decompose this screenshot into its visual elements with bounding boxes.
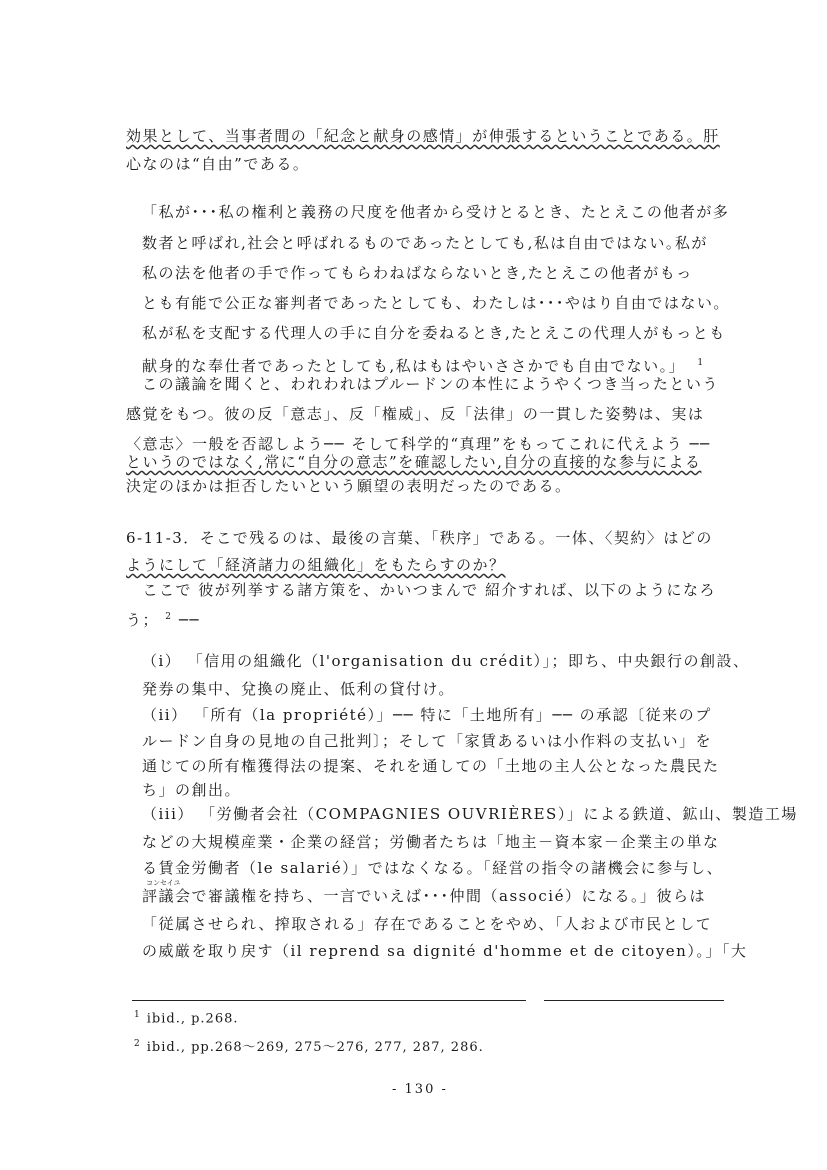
footnote-rule-left [132,1000,526,1001]
p2-line-5: 決定のほかは拒否したいという願望の表明だったのである。 [126,477,572,495]
item-iii-line-6: の威厳を取り戻す（il reprend sa dignité d'homme et de citoyen）。」「大 [142,942,748,960]
footnote-1 [134,1010,239,1026]
page-number: - 130 - [392,1082,448,1097]
ruby-conseil: コンセイユ [146,879,181,887]
p1-line-1-text: 効果として、当事者間の「紀念と献身の感情」が伸張するということである。肝 [126,127,720,145]
footnote-1-num: 1 [134,1010,141,1020]
p1-line-2: 心なのは“自由”である。 [126,155,310,173]
p3-line-1: 6-11-3．そこで残るのは、最後の言葉、「秩序」である。一体、〈契約〉はどの [126,529,713,547]
quote-line-4: とも有能で公正な審判者であったとしても、わたしは･･･やはり自由ではない。 [142,294,730,312]
item-ii-line-3: 通じての所有権獲得法の提案、それを通しての「土地の主人公となった農民た [142,757,720,775]
quote-line-6 [142,353,705,376]
item-iii-line-2: などの大規模産業・企業の経営；労働者たちは「地主－資本家－企業主の単な [142,833,720,851]
item-ii-line-1: （ii） 「所有（la propriété）」── 特に「土地所有」── の承認〔従来のプ [142,706,712,724]
item-iii-line-3: る賃金労働者（le salarié）」ではなくなる。「経営の指令の諸機会に参与し、 [142,859,724,877]
item-i-line-2: 発券の集中、兌換の廃止、低利の貸付け。 [142,680,455,698]
p2-line-3: 〈意志〉一般を否認しよう── そして科学的“真理”をもってこれに代えよう ── [126,435,711,453]
item-iii-line-1: （iii） 「労働者会社（COMPAGNIES OUVRIÈRES）」による鉄道、鉱山、製造工場 [142,805,798,823]
p3-line-4 [126,607,200,630]
quote-line-2: 数者と呼ばれ,社会と呼ばれるものであったとしても,私は自由ではない｡私が [142,234,708,252]
p3-line-2 [126,555,506,575]
quote-line-5: 私が私を支配する代理人の手に自分を委ねるとき,たとえこの代理人がもっとも [142,324,726,342]
p2-line-4-text: というのではなく,常に“自分の意志”を確認したい,自分の直接的な参与による [126,453,702,471]
quote-line-1: 「私が･･･私の権利と義務の尺度を他者から受けとるとき、たとえこの他者が多 [142,203,730,221]
p2-line-1: この議論を聞くと、われわれはプルードンの本性にようやくつき当ったという [142,375,719,393]
item-iii-line-4: 評議会で審議権を持ち、一言でいえば･･･仲間（associé）になる。」彼らは [142,887,706,905]
p3-line-3: ここで 彼が列挙する諸方策を、かいつまんで 紹介すれば、以下のようになろ [126,581,717,599]
item-ii-line-2: ルードン自身の見地の自己批判〕；そして「家賃あるいは小作料の支払い」を [142,732,713,750]
p2-line-2: 感覚をもつ。彼の反「意志」、反「権威」、反「法律」の一貫した姿勢は、実は [126,405,705,423]
item-ii-line-4: ち」の創出。 [142,781,242,799]
p3-line-4-text: う； [126,611,160,629]
quote-line-3: 私の法を他者の手で作ってもらわねばならないとき,たとえこの他者がもっ [142,264,693,282]
footnote-2-num: 2 [134,1038,141,1049]
p1-line-1 [126,126,720,146]
footnote-rule-right [544,1000,724,1001]
p3-line-2-text: ようにして「経済諸力の組織化」をもたらすのか？ [126,556,506,574]
footnote-1-text: ibid., p.268. [146,1011,239,1027]
p3-footnote-mark: 2 [165,612,173,622]
footnote-2 [134,1036,484,1055]
item-iii-line-5: 「従属させられ、搾取される」存在であることをやめ、「人および市民として [142,915,713,933]
quote-footnote-mark: 1 [697,358,705,368]
quote-line-6-text: 献身的な奉仕者であったとしても,私はもはやいささかでも自由でない。」 [142,357,686,375]
item-i-line-1: （i） 「信用の組織化（l'organisation du crédit）」；即ち、中央銀行の創設、 [142,652,750,670]
p3-dash: ── [178,611,200,629]
p2-line-4 [126,452,701,472]
footnote-2-text: ibid., pp.268～269, 275～276, 277, 287, 286. [146,1040,484,1055]
